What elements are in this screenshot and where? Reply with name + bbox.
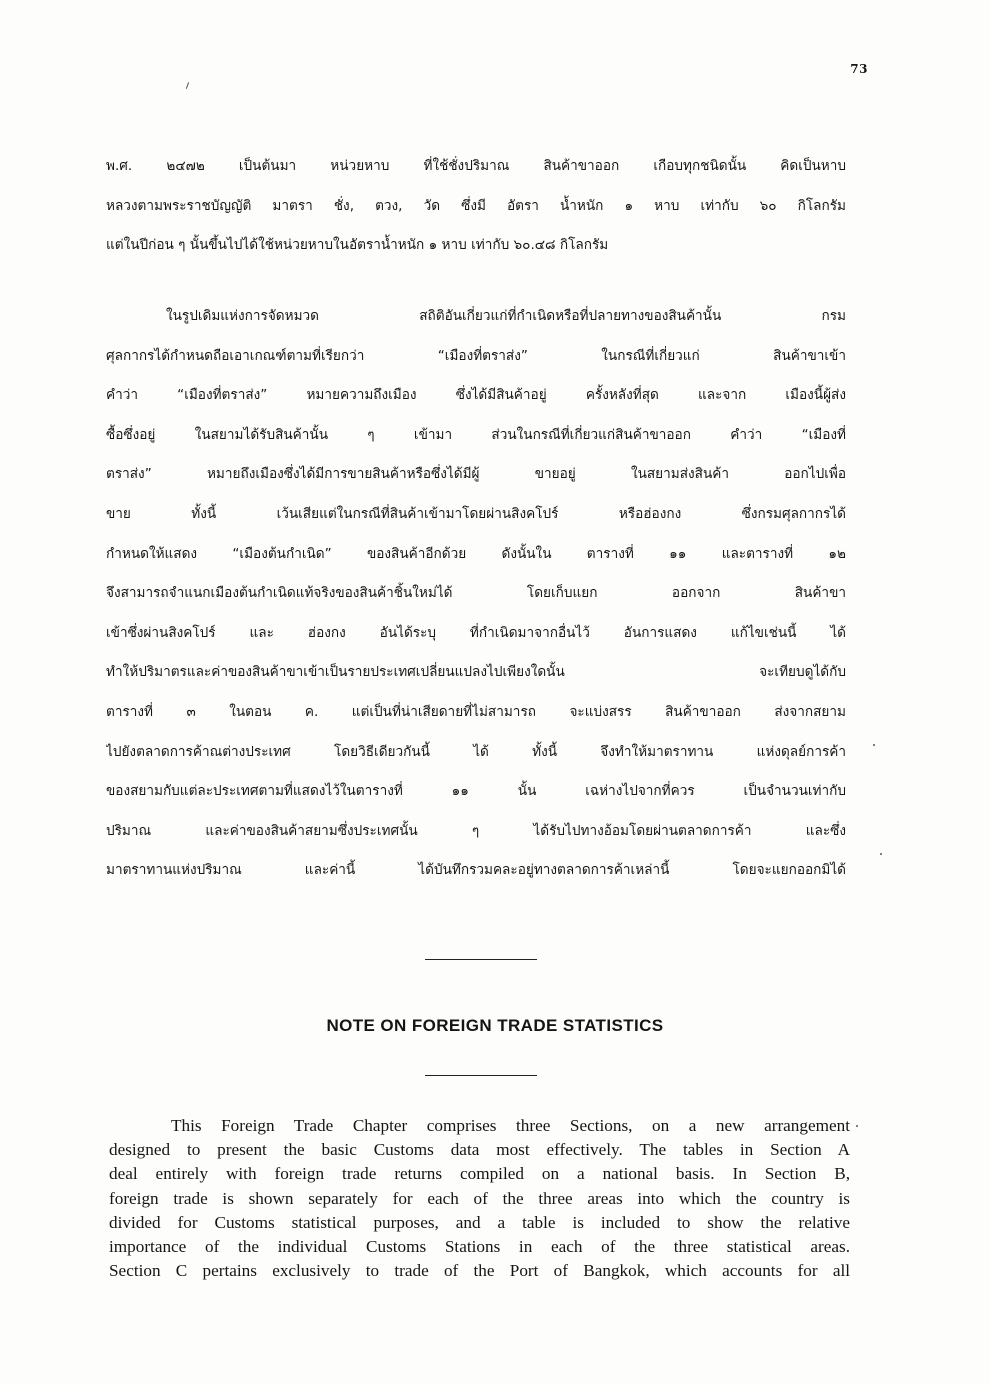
text-line: deal entirely with foreign trade returns compiled on a national basis. In Section B, (109, 1164, 850, 1184)
text-line: ของสยามกับแต่ละประเทศตามที่แสดงไว้ในตารางที่ ๑๑ นั้น เฉห่างไปจากที่ควร เป็นจำนวนเท่ากับ (106, 783, 846, 800)
text-line: importance of the individual Customs Stations in each of the three statistical areas. (109, 1236, 850, 1256)
text-line: กำหนดให้แสดง “เมืองต้นกำเนิด” ของสินค้าอีกด้วย ดังนั้นใน ตารางที่ ๑๑ และตารางที่ ๑๒ (106, 545, 846, 562)
text-line: แต่ในปีก่อน ๆ นั้นขึ้นไปได้ใช้หน่วยหาบในอัตราน้ำหนัก ๑ หาบ เท่ากับ ๖๐.๔๘ กิโลกรัม (106, 237, 609, 254)
text-line: ขาย ทั้งนี้ เว้นเสียแต่ในกรณีที่สินค้าเข้ามาโดยผ่านสิงคโปร์ หรือฮ่องกง ซึ่งกรมศุลกากรได้ (106, 505, 846, 522)
section-heading: NOTE ON FOREIGN TRADE STATISTICS (326, 1016, 664, 1035)
text-line: ตราส่ง” หมายถึงเมืองซึ่งได้มีการขายสินค้าหรือซึ่งได้มีผู้ ขายอยู่ ในสยามส่งสินค้า ออกไปเพื่อ (106, 466, 846, 483)
text-line: foreign trade is shown separately for each of the three areas into which the country is (109, 1188, 850, 1208)
section-divider (425, 959, 537, 960)
scan-mark (186, 82, 189, 89)
text-line: ซื้อซึ่งอยู่ ในสยามได้รับสินค้านั้น ๆ เข้ามา ส่วนในกรณีที่เกี่ยวแก่สินค้าขาออก คำว่า “เมืองที่ (106, 426, 846, 443)
english-paragraph (109, 1114, 850, 1283)
text-line: ศุลกากรได้กำหนดถือเอาเกณฑ์ตามที่เรียกว่า “เมืองที่ตราส่ง” ในกรณีที่เกี่ยวแก่ สินค้าขาเข้า (106, 347, 846, 364)
text-line: พ.ศ. ๒๔๗๒ เป็นต้นมา หน่วยหาบ ที่ใช้ชั่งปริมาณ สินค้าขาออก เกือบทุกชนิดนั้น คิดเป็นหาบ (106, 158, 846, 174)
thai-paragraph-2 (106, 296, 846, 890)
section-divider (425, 1075, 537, 1076)
text-line: จึงสามารถจำแนกเมืองต้นกำเนิดแท้จริงของสินค้าชิ้นใหม่ได้ โดยเก็บแยก ออกจาก สินค้าขา (106, 585, 846, 602)
scan-mark (856, 1125, 858, 1127)
text-line: เข้าซึ่งผ่านสิงคโปร์ และ ฮ่องกง อันได้ระบุ ที่กำเนิดมาจากอื่นไว้ อันการแสดง แก้ไขเช่นนี้ ได้ (106, 624, 846, 641)
text-line: ทำให้ปริมาตรและค่าของสินค้าขาเข้าเป็นรายประเทศเปลี่ยนแปลงไปเพียงใดนั้น จะเทียบดูได้กับ (106, 664, 846, 681)
scan-mark (873, 744, 875, 746)
text-line: ในรูปเดิมแห่งการจัดหมวด สถิติอันเกี่ยวแก่ที่กำเนิดหรือที่ปลายทางของสินค้านั้น กรม (166, 308, 846, 324)
text-line: divided for Customs statistical purposes, and a table is included to show the relative (109, 1212, 850, 1232)
text-line: มาตราทานแห่งปริมาณ และค่านี้ ได้บันทึกรวมคละอยู่ทางตลาดการค้าเหล่านี้ โดยจะแยกออกมิได้ (106, 862, 846, 879)
text-line: คำว่า “เมืองที่ตราส่ง” หมายความถึงเมือง ซึ่งได้มีสินค้าอยู่ ครั้งหลังที่สุด และจาก เมืองนี้ผู้ส่ง (106, 387, 846, 404)
text-line: designed to present the basic Customs data most effectively. The tables in Section A (109, 1140, 850, 1160)
text-line: หลวงตามพระราชบัญญัติ มาตรา ชั่ง, ตวง, วัด ซึ่งมี อัตรา น้ำหนัก ๑ หาบ เท่ากับ ๖๐ กิโลกรัม (106, 197, 846, 214)
text-line: Section C pertains exclusively to trade of the Port of Bangkok, which accounts for all (109, 1261, 850, 1281)
text-line: This Foreign Trade Chapter comprises three Sections, on a new arrangement (171, 1116, 850, 1135)
thai-paragraph-1 (106, 146, 846, 265)
scan-mark (880, 853, 882, 855)
text-line: ไปยังตลาดการค้าณต่างประเทศ โดยวิธีเดียวกันนี้ ได้ ทั้งนี้ จึงทำให้มาตราทาน แห่งดุลย์การค้า (106, 743, 846, 760)
page-number: 73 (850, 62, 868, 76)
text-line: ปริมาณ และค่าของสินค้าสยามซึ่งประเทศนั้น ๆ ได้รับไปทางอ้อมโดยผ่านตลาดการค้า และซึ่ง (106, 822, 846, 839)
text-line: ตารางที่ ๓ ในตอน ค. แต่เป็นที่น่าเสียดายที่ไม่สามารถ จะแบ่งสรร สินค้าขาออก ส่งจากสยาม (106, 703, 846, 720)
